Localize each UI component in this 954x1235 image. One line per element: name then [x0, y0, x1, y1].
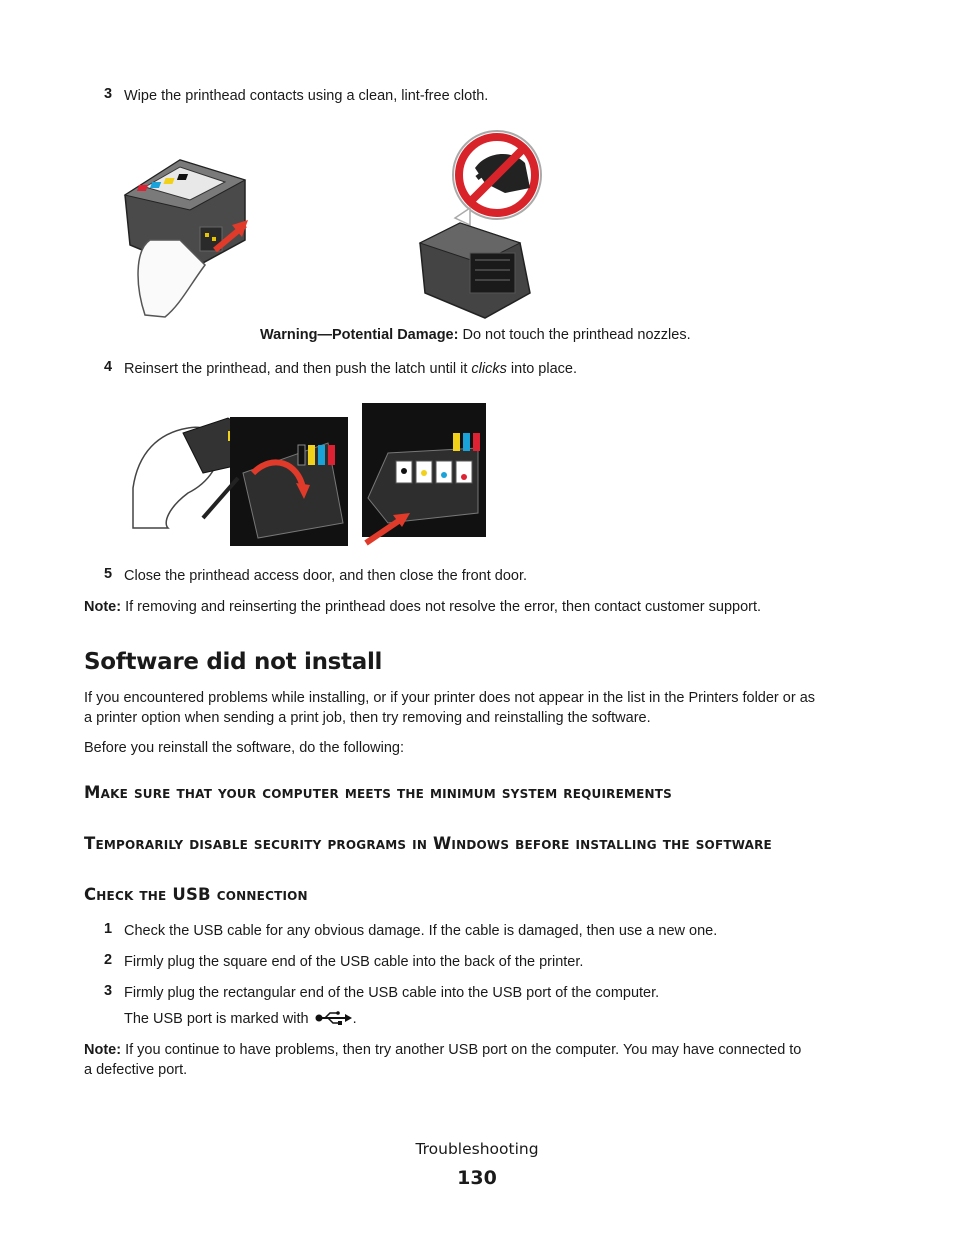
- intro-paragraph: [84, 688, 884, 728]
- usb-port-period: .: [352, 1011, 357, 1027]
- step-number: 3: [104, 983, 113, 999]
- step-text: Firmly plug the rectangular end of the USB cable into the USB port of the computer.: [124, 985, 660, 1001]
- do-not-touch-nozzles-illustration: [415, 128, 550, 320]
- intro-line: a printer option when sending a print job, then try removing and reinstalling the software.: [84, 710, 651, 726]
- warning-caption: [260, 325, 691, 345]
- subheading-check-usb: Check the USB connection: [84, 885, 308, 904]
- step-number: 5: [104, 566, 113, 582]
- reinsert-printhead-illustration: [128, 403, 488, 548]
- warning-label: Warning—Potential Damage:: [260, 327, 459, 343]
- step-number: 3: [104, 86, 113, 102]
- step-number: 4: [104, 359, 113, 375]
- step-number: 1: [104, 921, 113, 937]
- note-label: Note:: [84, 1042, 122, 1058]
- note-text-line2: a defective port.: [84, 1062, 188, 1078]
- printhead-wipe-illustration: [120, 155, 260, 320]
- step-text-emphasis: clicks: [471, 361, 507, 377]
- page-number: 130: [457, 1167, 497, 1189]
- step-text-post: into place.: [506, 361, 578, 377]
- footer-section-name: Troubleshooting: [415, 1140, 539, 1158]
- step-text: Firmly plug the square end of the USB cable into the back of the printer.: [124, 954, 584, 970]
- step-text: Close the printhead access door, and then close the front door.: [124, 568, 528, 584]
- note: [84, 597, 761, 617]
- step-text: [124, 359, 577, 379]
- subheading-disable-security: Temporarily disable security programs in Windows before installing the software: [84, 834, 772, 853]
- note-text: If removing and reinserting the printhead does not resolve the error, then contact customer support.: [121, 599, 762, 615]
- before-text: Before you reinstall the software, do the following:: [84, 740, 404, 756]
- usb-port-text: The USB port is marked with: [124, 1011, 309, 1027]
- intro-line: If you encountered problems while installing, or if your printer does not appear in the list in the Printers folder or as: [84, 690, 816, 706]
- usb-icon: [315, 1011, 353, 1025]
- section-title: Software did not install: [84, 649, 383, 675]
- usb-port-line: [124, 1009, 357, 1029]
- step-text: Wipe the printhead contacts using a clean, lint-free cloth.: [124, 88, 489, 104]
- warning-text: Do not touch the printhead nozzles.: [458, 327, 691, 343]
- note-text: If you continue to have problems, then try another USB port on the computer. You may have connected to: [121, 1042, 802, 1058]
- subheading-system-requirements: Make sure that your computer meets the minimum system requirements: [84, 783, 672, 802]
- step-text-pre: Reinsert the printhead, and then push the latch until it: [124, 361, 472, 377]
- step-number: 2: [104, 952, 113, 968]
- note: [84, 1040, 884, 1080]
- note-label: Note:: [84, 599, 122, 615]
- step-text: Check the USB cable for any obvious damage. If the cable is damaged, then use a new one.: [124, 923, 718, 939]
